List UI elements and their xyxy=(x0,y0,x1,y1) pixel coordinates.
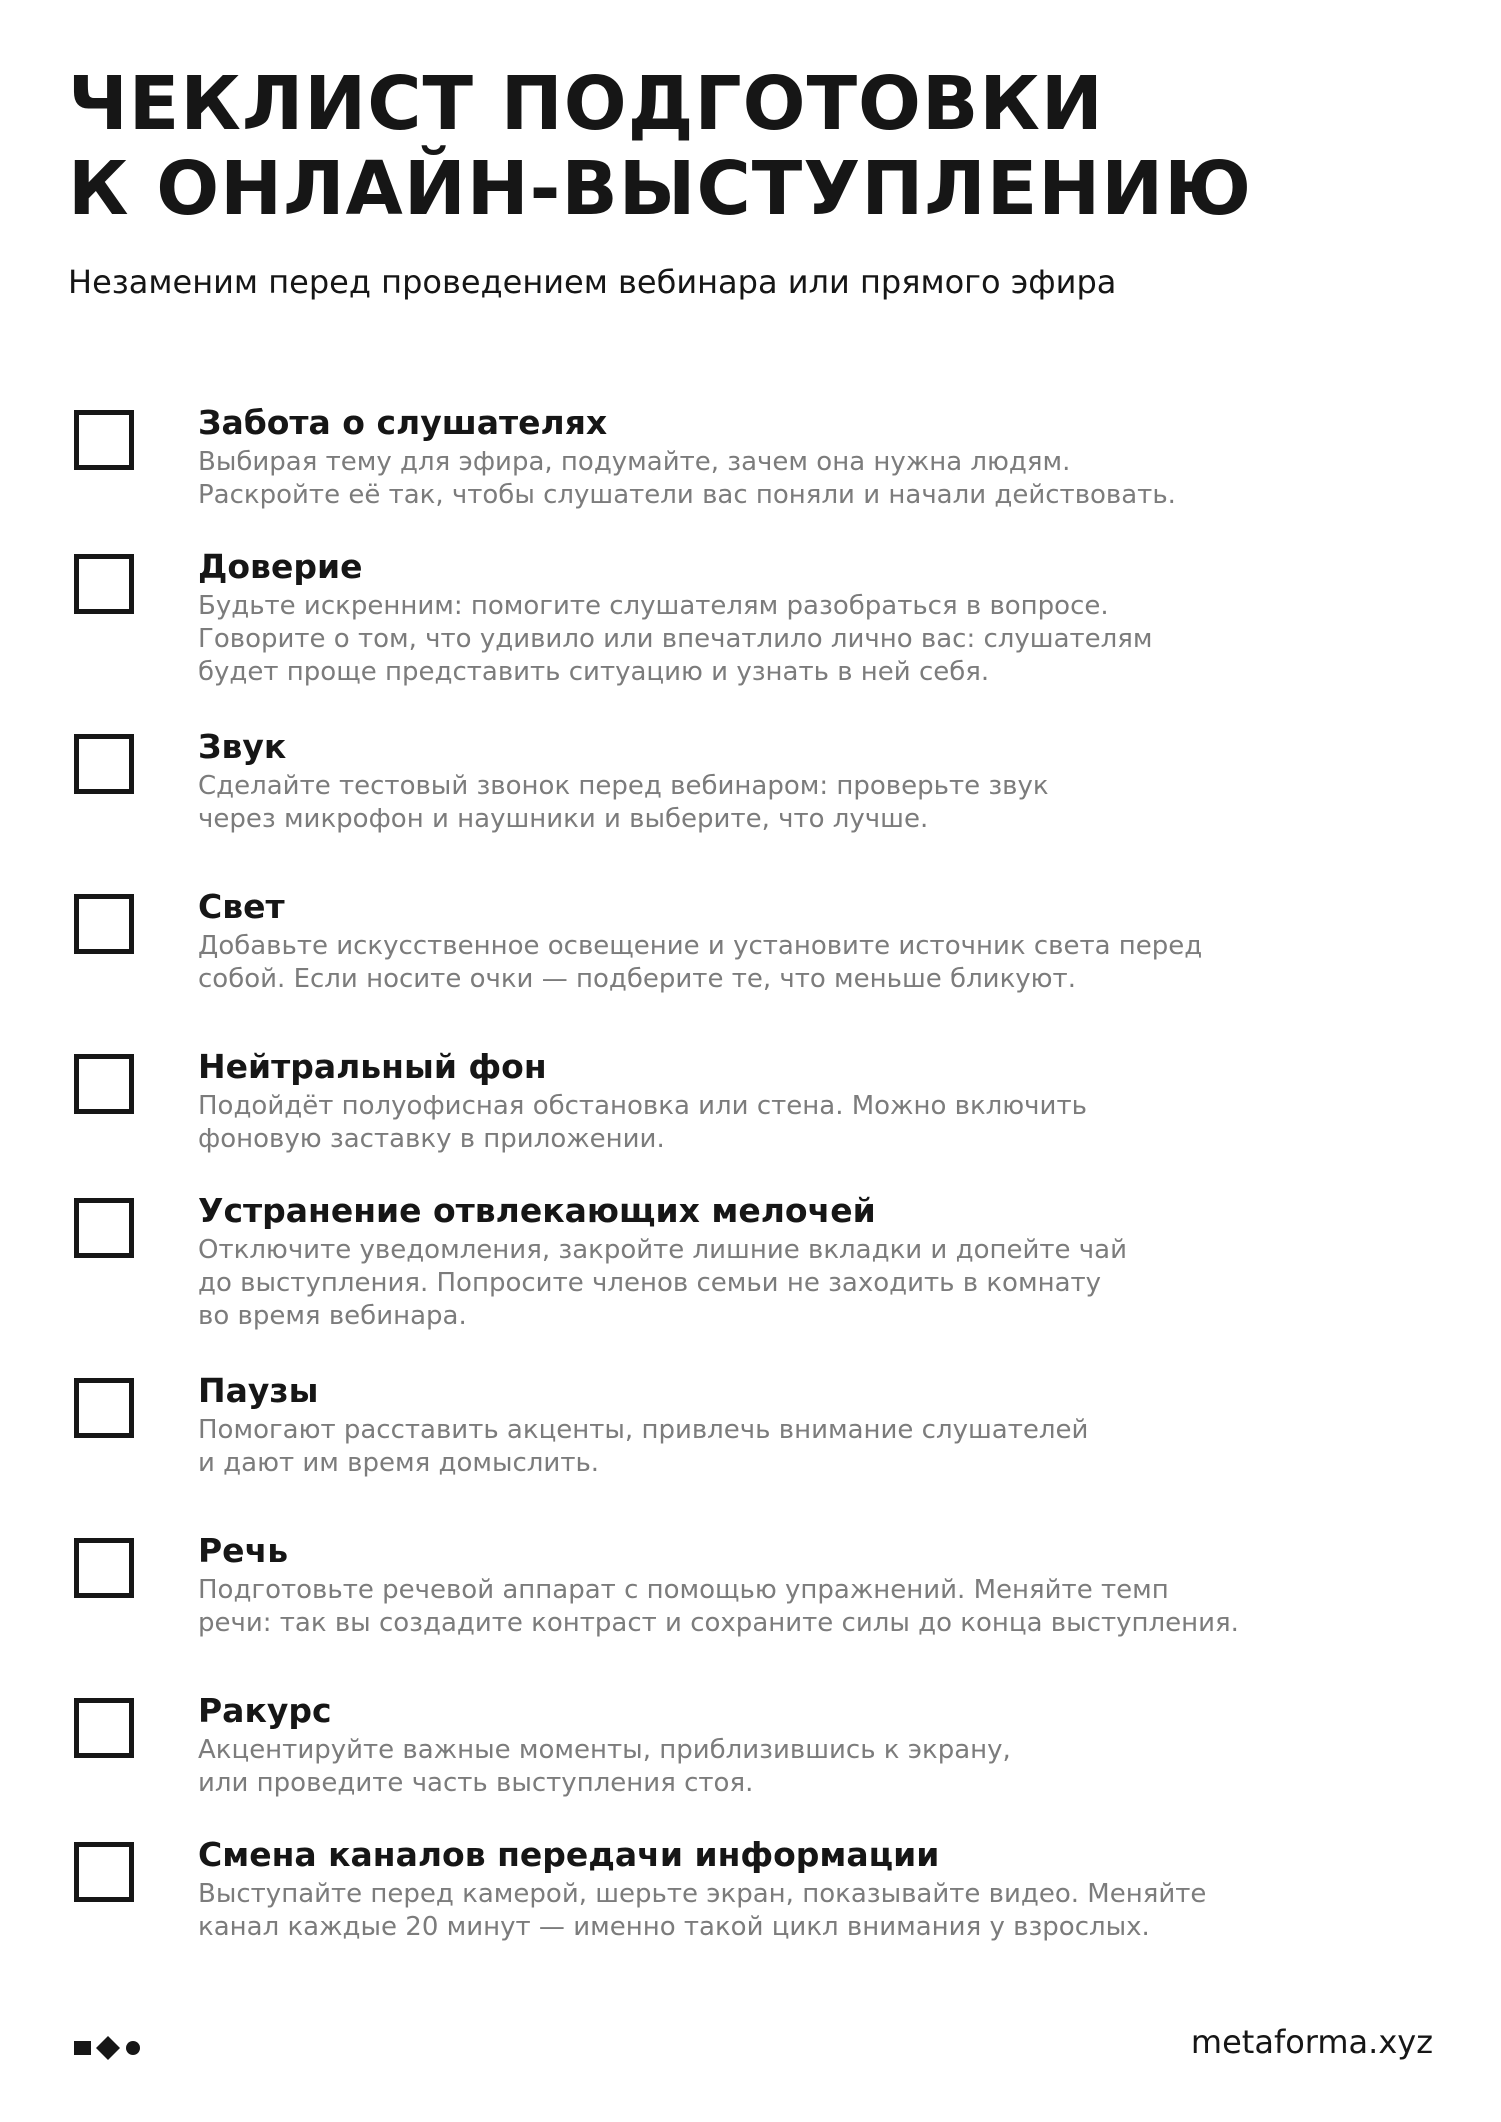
metaforma-logo-icon xyxy=(74,2032,154,2062)
checklist-item-description xyxy=(198,1878,1206,1944)
checkbox[interactable] xyxy=(74,1054,134,1114)
checklist-item-description xyxy=(198,770,1049,836)
description-line: Сделайте тестовый звонок перед вебинаром: проверьте звук xyxy=(198,771,1049,801)
checkbox[interactable] xyxy=(74,554,134,614)
description-line: или проведите часть выступления стоя. xyxy=(198,1768,754,1798)
checkbox[interactable] xyxy=(74,1378,134,1438)
description-line: Добавьте искусственное освещение и установите источник света перед xyxy=(198,931,1203,961)
description-line: фоновую заставку в приложении. xyxy=(198,1124,665,1154)
checklist-item-title: Устранение отвлекающих мелочей xyxy=(198,1191,876,1230)
description-line: во время вебинара. xyxy=(198,1301,467,1331)
description-line: Подойдёт полуофисная обстановка или стена. Можно включить xyxy=(198,1091,1087,1121)
checkbox[interactable] xyxy=(74,1198,134,1258)
description-line: канал каждые 20 минут — именно такой цикл внимания у взрослых. xyxy=(198,1912,1150,1942)
description-line: Говорите о том, что удивило или впечатлило лично вас: слушателям xyxy=(198,624,1153,654)
description-line: собой. Если носите очки — подберите те, что меньше бликуют. xyxy=(198,964,1076,994)
description-line: Подготовьте речевой аппарат с помощью упражнений. Меняйте темп xyxy=(198,1575,1169,1605)
checklist-item-title: Свет xyxy=(198,887,285,926)
checklist-item-description xyxy=(198,1734,1011,1800)
checklist-item-description xyxy=(198,590,1153,689)
description-line: Отключите уведомления, закройте лишние вкладки и допейте чай xyxy=(198,1235,1127,1265)
description-line: речи: так вы создадите контраст и сохраните силы до конца выступления. xyxy=(198,1608,1239,1638)
checklist-item-description xyxy=(198,1234,1127,1333)
checkbox[interactable] xyxy=(74,410,134,470)
checklist-item-description xyxy=(198,1574,1239,1640)
checklist-item-description xyxy=(198,1090,1087,1156)
checkbox[interactable] xyxy=(74,1698,134,1758)
description-line: Будьте искренним: помогите слушателям разобраться в вопросе. xyxy=(198,591,1109,621)
checklist-item-title: Звук xyxy=(198,727,287,766)
checkbox[interactable] xyxy=(74,734,134,794)
checkbox[interactable] xyxy=(74,894,134,954)
description-line: через микрофон и наушники и выберите, что лучше. xyxy=(198,804,929,834)
description-line: до выступления. Попросите членов семьи не заходить в комнату xyxy=(198,1268,1102,1298)
checklist-item-description xyxy=(198,446,1176,512)
checkbox[interactable] xyxy=(74,1842,134,1902)
description-line: и дают им время домыслить. xyxy=(198,1448,600,1478)
title-line-1: ЧЕКЛИСТ ПОДГОТОВКИ xyxy=(68,61,1104,147)
description-line: Помогают расставить акценты, привлечь внимание слушателей xyxy=(198,1415,1089,1445)
description-line: Выбирая тему для эфира, подумайте, зачем она нужна людям. xyxy=(198,447,1071,477)
checklist-item-title: Забота о слушателях xyxy=(198,403,608,442)
checklist-item-title: Ракурс xyxy=(198,1691,332,1730)
page-subtitle: Незаменим перед проведением вебинара или прямого эфира xyxy=(68,263,1117,301)
checklist-item-title: Нейтральный фон xyxy=(198,1047,547,1086)
description-line: Выступайте перед камерой, шерьте экран, показывайте видео. Меняйте xyxy=(198,1879,1207,1909)
description-line: Акцентируйте важные моменты, приблизившись к экрану, xyxy=(198,1735,1011,1765)
checklist-item-title: Речь xyxy=(198,1531,289,1570)
description-line: будет проще представить ситуацию и узнать в ней себя. xyxy=(198,657,990,687)
checklist-item-title: Доверие xyxy=(198,547,363,586)
checklist-item-title: Смена каналов передачи информации xyxy=(198,1835,940,1874)
description-line: Раскройте её так, чтобы слушатели вас поняли и начали действовать. xyxy=(198,480,1176,510)
checklist-item-description xyxy=(198,930,1202,996)
checkbox[interactable] xyxy=(74,1538,134,1598)
page-title xyxy=(68,62,1252,232)
checklist-item-title: Паузы xyxy=(198,1371,319,1410)
checklist-item-description xyxy=(198,1414,1088,1480)
title-line-2: К ОНЛАЙН-ВЫСТУПЛЕНИЮ xyxy=(68,146,1252,232)
site-link[interactable]: metaforma.xyz xyxy=(1190,2023,1433,2061)
